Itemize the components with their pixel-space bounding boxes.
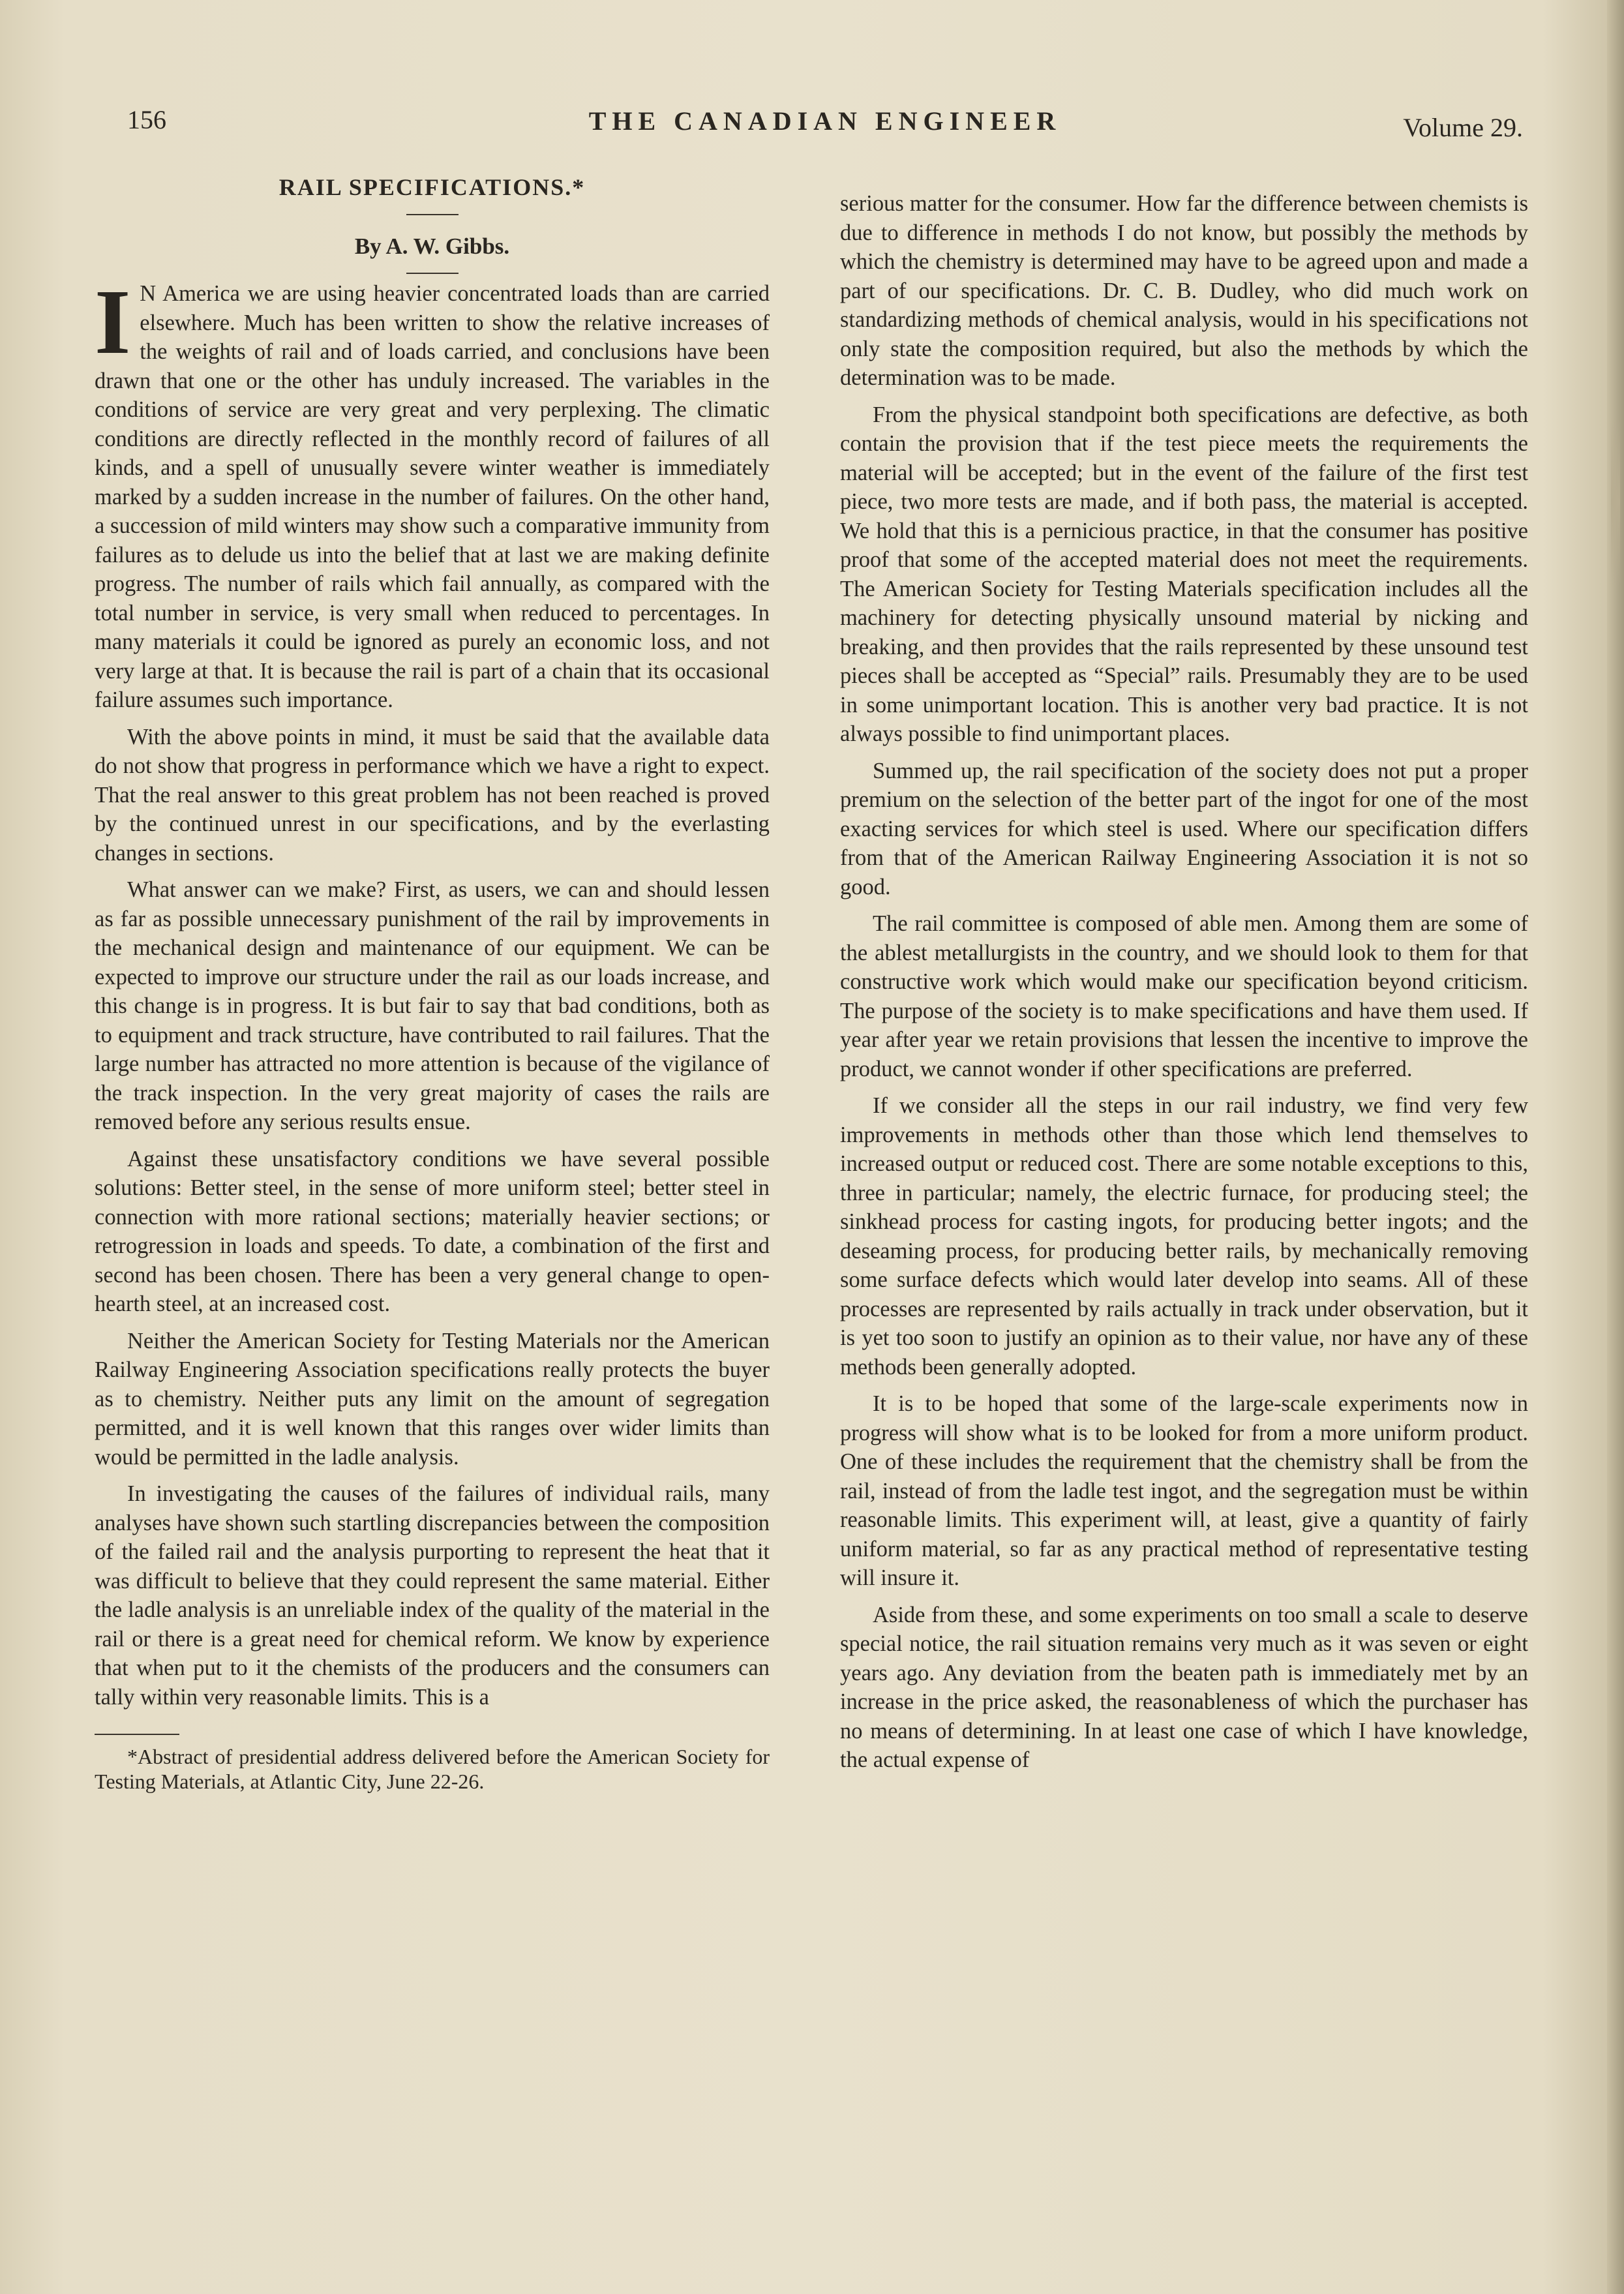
paragraph-1	[95, 270, 770, 715]
byline-divider	[406, 273, 459, 274]
left-column	[95, 173, 770, 1802]
running-header	[127, 104, 1523, 150]
right-column	[840, 189, 1528, 1783]
paragraph-11: It is to be hoped that some of the large-scale experiments now in progress will show what is to be looked for from a more uniform product. One of these includes the requirement that the chemistry shall be from the rail, instead of from the ladle test ingot, and the segregation must be within reasonable limits. This experiment will, at least, give a quantity of fairly uniform material, so far as any practical method of representative testing will insure it.	[840, 1391, 1528, 1590]
title-divider	[406, 214, 459, 215]
paragraph-4: Against these unsatisfactory conditions we have several possible solutions: Better steel, in the sense of more uniform steel; better steel in connection with more rational sections; materially heavier sections; or retrogression in loads and speeds. To date, a combination of the first and second has been chosen. There has been a very general change to open-hearth steel, at an increased cost.	[95, 1146, 770, 1316]
paragraph-5: Neither the American Society for Testing Materials nor the American Railway Engineering Association specifications really protects the buyer as to chemistry. Neither puts any limit on the amount of segregation permitted, and it is well known that this ranges over wider limits than would be permitted in the ladle analysis.	[95, 1328, 770, 1470]
journal-title: THE CANADIAN ENGINEER	[588, 106, 1062, 136]
paragraph-1-text: N America we are using heavier concentrated loads than are carried elsewhere. Much has been written to show the relative increases of the weights of rail and of loads carried, and conclusions have been drawn that one or the other has unduly increased. The variables in the conditions of service are very great and very perplexing. The climatic conditions are directly reflected in the monthly record of failures of all kinds, and a spell of unusually severe winter weather is immediately marked by a sudden increase in the number of failures. On the other hand, a succession of mild winters may show such a comparative immunity from failures as to delude us into the belief that at last we are making definite progress. The number of rails which fail annually, as compared with the total number in service, is very small when reduced to percentages. In many materials it could be ignored as purely an economic loss, and not very large at that. It is because the rail is part of a chain that its occasional failure assumes such importance.	[95, 281, 770, 712]
paragraph-10: If we consider all the steps in our rail industry, we find very few improvements in methods other than those which lend themselves to increased output or reduced cost. There are some notable exceptions to this, three in particular; namely, the electric furnace, for producing steel; the sinkhead process for casting ingots, for producing better ingots; and the deseaming process, for producing better rails, by mechanically removing some surface defects which would later develop into seams. All of these processes are represented by rails actually in track under observation, but it is yet too soon to justify an opinion as to their value, nor have any of these methods been generally adopted.	[840, 1093, 1528, 1380]
paragraph-6-continued: serious matter for the consumer. How far the difference between chemists is due to difference in methods I do not know, but possibly the methods by which the chemistry is determined may have to be agreed upon and made a part of our specifications. Dr. C. B. Dudley, who did much work on standardizing methods of chemical analysis, would in his specifications not only state the composition required, but also the methods by which the determination was to be made.	[840, 191, 1528, 390]
volume-label: Volume 29.	[1403, 113, 1523, 142]
paragraph-6: In investigating the causes of the failures of individual rails, many analyses have shown such startling discrepancies between the composition of the failed rail and the analysis purporting to represent the heat that it was difficult to believe that they could represent the same material. Either the ladle analysis is an unreliable index of the quality of the material in the rail or there is a great need for chemical reform. We know by experience that when put to it the chemists of the producers and the consumers can tally within very reasonable limits. This is a	[95, 1481, 770, 1710]
article-title: RAIL SPECIFICATIONS.*	[278, 174, 586, 200]
footnote: *Abstract of presidential address delivered before the American Society for Testing Materials, at Atlantic City, June 22-26.	[95, 1745, 770, 1793]
article-byline: By A. W. Gibbs.	[354, 233, 510, 259]
page-edge-shadow	[1607, 0, 1624, 2294]
paragraph-2: With the above points in mind, it must be said that the available data do not show that progress in performance which we have a right to expect. That the real answer to this great problem has not been reached is proved by the continued unrest in our specifications, and by the everlasting changes in sections.	[95, 724, 770, 866]
footnote-divider	[95, 1734, 179, 1735]
paragraph-12: Aside from these, and some experiments on too small a scale to deserve special notice, the rail situation remains very much as it was seven or eight years ago. Any deviation from the beaten path is immediately met by an increase in the price asked, the reasonableness of which the purchaser has no means of determining. In at least one case of which I have knowledge, the actual expense of	[840, 1602, 1528, 1772]
paper-stain	[1611, 417, 1620, 587]
paragraph-9: The rail committee is composed of able men. Among them are some of the ablest metallurgists in the country, and we should look to them for that constructive work which would make our specification beyond criticism. The purpose of the society is to make specifications and have them used. If year after year we retain provisions that lessen the incentive to improve the product, we cannot wonder if other specifications are preferred.	[840, 911, 1528, 1081]
paragraph-8: Summed up, the rail specification of the society does not put a proper premium on the selection of the better part of the ingot for one of the most exacting services for which steel is used. Where our specification differs from that of the American Railway Engineering Association it is not so good.	[840, 758, 1528, 899]
paragraph-3: What answer can we make? First, as users, we can and should lessen as far as possible unnecessary punishment of the rail by improvements in the mechanical design and maintenance of our equipment. We can be expected to improve our structure under the rail as our loads increase, and this change is in progress. It is but fair to say that bad conditions, both as to equipment and track structure, have contributed to rail failures. That the large number has attracted no more attention is because of the vigilance of the track inspection. In the very great majority of cases the rails are removed before any serious results ensue.	[95, 877, 770, 1134]
paragraph-7: From the physical standpoint both specifications are defective, as both contain the provision that if the test piece meets the requirements the material will be accepted; but in the event of the failure of the first test piece, two more tests are made, and if both pass, the material is accepted. We hold that this is a pernicious practice, in that the consumer has positive proof that some of the accepted material does not meet the requirements. The American Society for Testing Materials specification includes all the machinery for detecting physically unsound material by nicking and breaking, and then provides that the rails represented by these unsound test pieces shall be accepted as “Special” rails. Presumably they are to be used in some unimportant location. This is another very bad practice. It is not always possible to find unimportant places.	[840, 402, 1528, 746]
drop-cap: I	[95, 270, 131, 373]
page-number: 156	[127, 105, 166, 134]
